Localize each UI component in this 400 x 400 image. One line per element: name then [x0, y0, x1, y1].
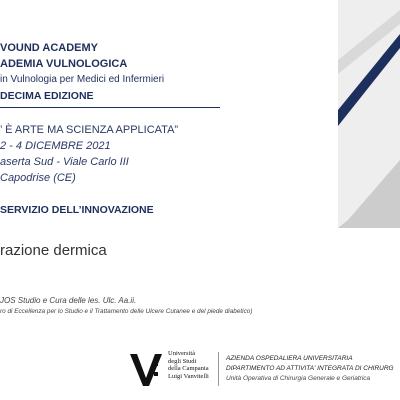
logo-divider [218, 352, 219, 386]
meeting-subtitle: ’ È ARTE MA SCIENZA APPLICATA” [0, 124, 179, 136]
department-name: DIPARTIMENTO AD ATTIVITA' INTEGRATA DI CHIRURG [226, 365, 394, 372]
meeting-dates: 2 - 4 DICEMBRE 2021 [0, 140, 111, 152]
unit-name: Unità Operativa di Chirurgia Generale e Geriatrica [226, 375, 371, 382]
university-line: della Campania [168, 365, 209, 372]
university-line: degli Studi [168, 357, 197, 365]
vanvitelli-logo-icon [128, 348, 164, 388]
academy-title: VOUND ACADEMY [0, 42, 98, 54]
hero-image [338, 0, 400, 228]
talk-topic: razione dermica [0, 242, 107, 259]
university-name [168, 350, 209, 380]
header-divider [0, 107, 220, 108]
meeting-venue: aserta Sud - Viale Carlo III [0, 156, 129, 168]
speaker-unit: JOS Studio e Cura delle les. Ulc. Aa.ii. [0, 296, 137, 305]
session-title: SERVIZIO DELL’INNOVAZIONE [0, 204, 154, 216]
hero-stripes [338, 0, 400, 228]
speaker-centre: ro di Eccellenza per lo Studio e il Trattamento delle Ulcere Cutanee e del piede diabetico) [0, 308, 253, 315]
academy-subtitle: ADEMIA VULNOLOGICA [0, 58, 128, 70]
edition-label: DECIMA EDIZIONE [0, 90, 94, 102]
university-line: Luigi Vanvitelli [168, 372, 209, 380]
course-description: in Vulnologia per Medici ed Infermieri [0, 74, 165, 85]
hospital-name: AZIENDA OSPEDALIERA UNIVERSITARIA [226, 355, 353, 362]
university-line: Università [168, 350, 196, 357]
meeting-city: Capodrise (CE) [0, 172, 76, 184]
